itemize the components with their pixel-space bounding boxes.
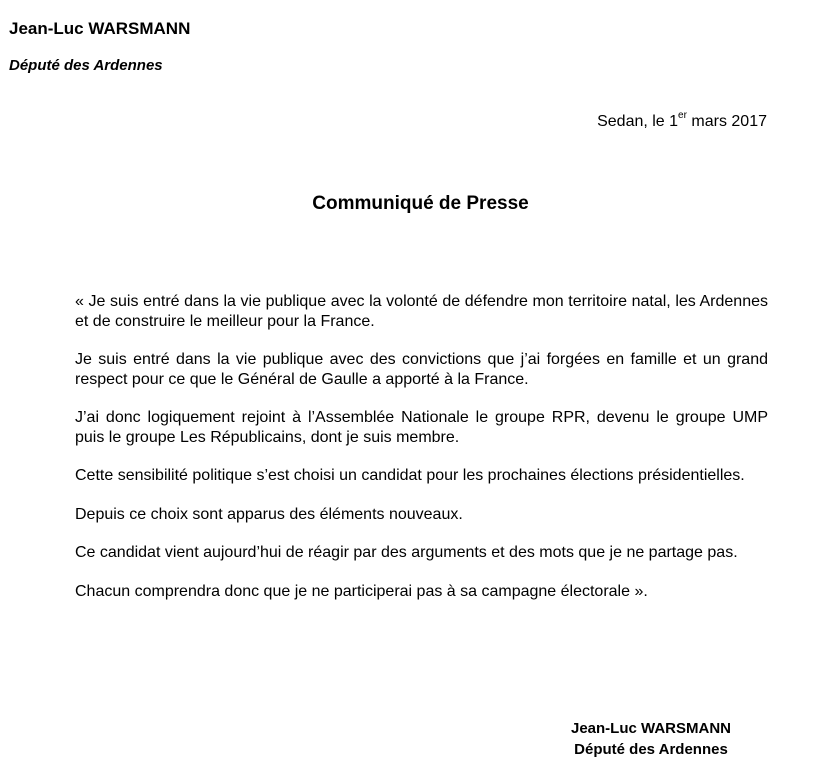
signature-role: Député des Ardennes: [574, 741, 728, 758]
dateline-superscript: er: [678, 109, 687, 121]
paragraph: Cette sensibilité politique s’est choisi un candidat pour les prochaines élections présidentielles.: [75, 467, 745, 484]
paragraph: Depuis ce choix sont apparus des éléments nouveaux.: [75, 505, 463, 523]
header-name: Jean-Luc WARSMANN: [9, 19, 191, 38]
paragraph: « Je suis entré dans la vie publique avec la volonté de défendre mon territoire natal, les Ardennes et de construire le meilleur pour la France.: [75, 293, 768, 330]
header-role: Député des Ardennes: [9, 57, 163, 74]
body-text: [75, 292, 768, 620]
dateline: [597, 109, 767, 131]
paragraph: Ce candidat vient aujourd’hui de réagir par des arguments et des mots que je ne partage pas.: [75, 544, 738, 561]
signature-name: Jean-Luc WARSMANN: [570, 720, 731, 737]
paragraph: Chacun comprendra donc que je ne participerai pas à sa campagne électorale ».: [75, 582, 648, 600]
signature-block: [540, 718, 762, 760]
paragraph: J’ai donc logiquement rejoint à l’Assemblée Nationale le groupe RPR, devenu le groupe UMP puis le groupe Les Républicains, dont je suis membre.: [75, 409, 768, 446]
paragraph: Je suis entré dans la vie publique avec des convictions que j’ai forgées en famille et un grand respect pour ce que le Général de Gaulle a apporté à la France.: [75, 351, 768, 388]
document-title: Communiqué de Presse: [312, 193, 529, 214]
dateline-prefix: Sedan, le 1: [597, 113, 679, 130]
dateline-suffix: mars 2017: [686, 113, 767, 130]
